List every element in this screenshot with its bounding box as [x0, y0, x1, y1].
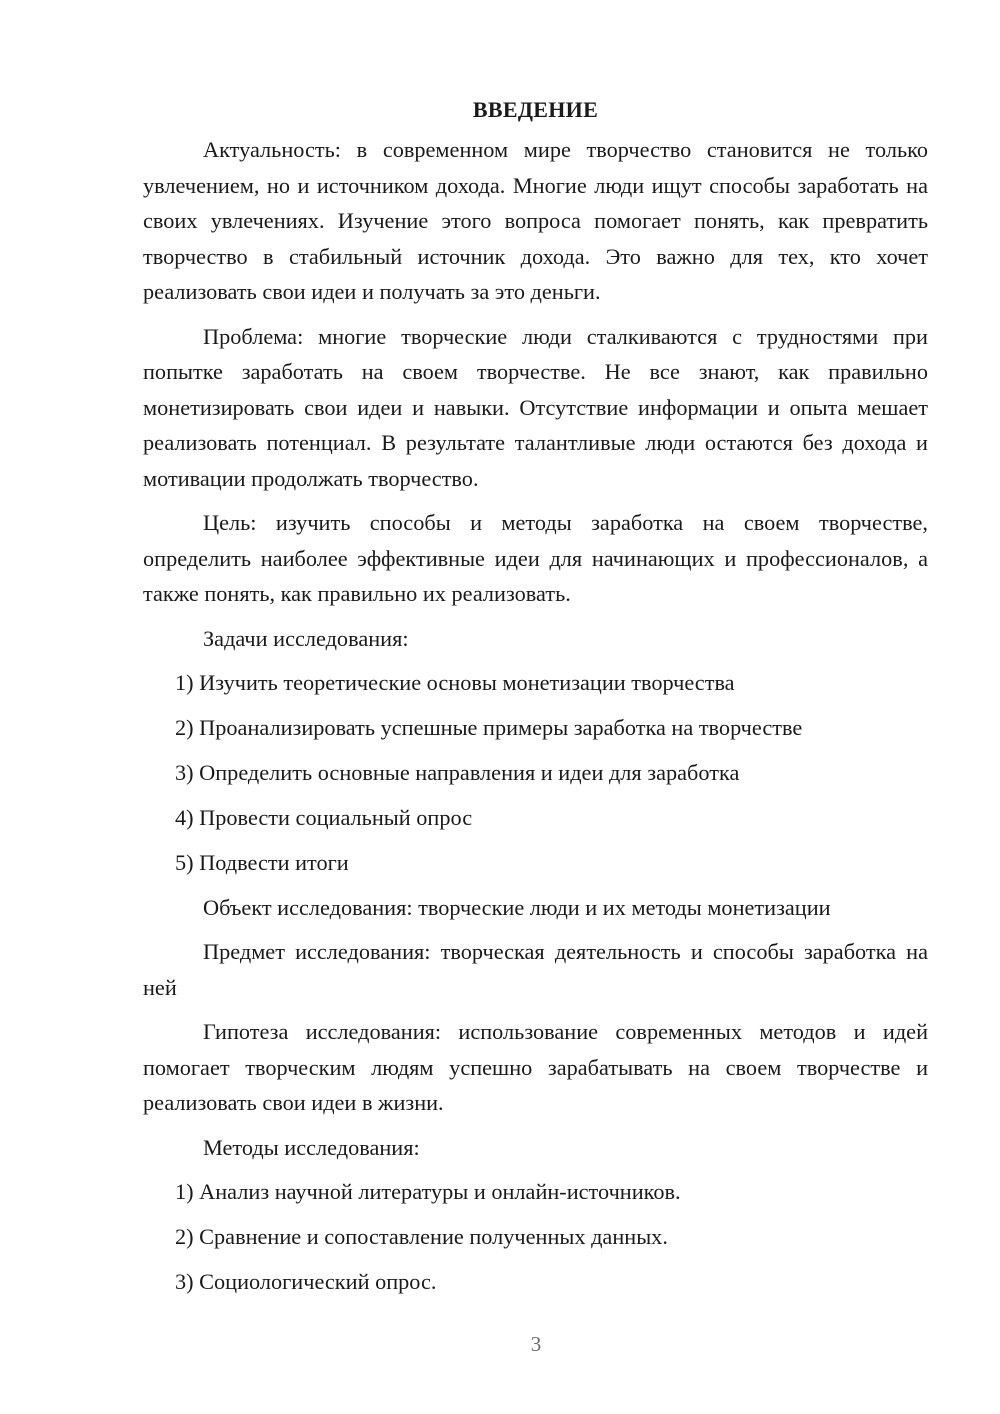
method-item: 2) Сравнение и сопоставление полученных данных.: [175, 1224, 668, 1249]
document-page: [143, 92, 928, 1309]
methods-list: [143, 1174, 928, 1300]
methods-label: Методы исследования:: [203, 1134, 420, 1160]
task-item: 5) Подвести итоги: [175, 850, 349, 875]
task-item: 4) Провести социальный опрос: [175, 805, 473, 830]
page-number: 3: [530, 1332, 542, 1356]
method-item: 3) Социологический опрос.: [175, 1269, 437, 1294]
relevance-paragraph: Актуальность: в современном мире творчество становится не только увлечением, но и источником дохода. Многие люди ищут способы заработать на своих увлечениях. Изучение этого вопроса помогает понять, как превратить творчество в стабильный источник дохода. Это важно для тех, кто хочет реализовать свои идеи и получать за это деньги.: [143, 137, 928, 304]
tasks-list: [143, 665, 928, 881]
goal-paragraph: Цель: изучить способы и методы заработка на своем творчестве, определить наиболее эффективные идеи для начинающих и профессионалов, а также понять, как правильно их реализовать.: [143, 510, 928, 606]
hypothesis-paragraph: Гипотеза исследования: использование современных методов и идей помогает творческим людям успешно зарабатывать на своем творчестве и реализовать свои идеи в жизни.: [143, 1019, 928, 1115]
tasks-label: Задачи исследования:: [203, 625, 409, 651]
problem-paragraph: Проблема: многие творческие люди сталкиваются с трудностями при попытке заработать на своем творчестве. Не все знают, как правильно монетизировать свои идеи и навыки. Отсутствие информации и опыта мешает реализовать потенциал. В результате талантливые люди остаются без дохода и мотивации продолжать творчество.: [143, 323, 928, 491]
subject-paragraph: Предмет исследования: творческая деятельность и способы заработка на ней: [143, 939, 928, 1000]
task-item: 3) Определить основные направления и идеи для заработка: [175, 760, 740, 785]
task-item: 2) Проанализировать успешные примеры заработка на творчестве: [175, 715, 803, 740]
section-title: ВВЕДЕНИЕ: [472, 97, 599, 122]
task-item: 1) Изучить теоретические основы монетизации творчества: [175, 670, 735, 695]
object-paragraph: Объект исследования: творческие люди и их методы монетизации: [203, 894, 831, 920]
method-item: 1) Анализ научной литературы и онлайн-источников.: [175, 1179, 681, 1204]
